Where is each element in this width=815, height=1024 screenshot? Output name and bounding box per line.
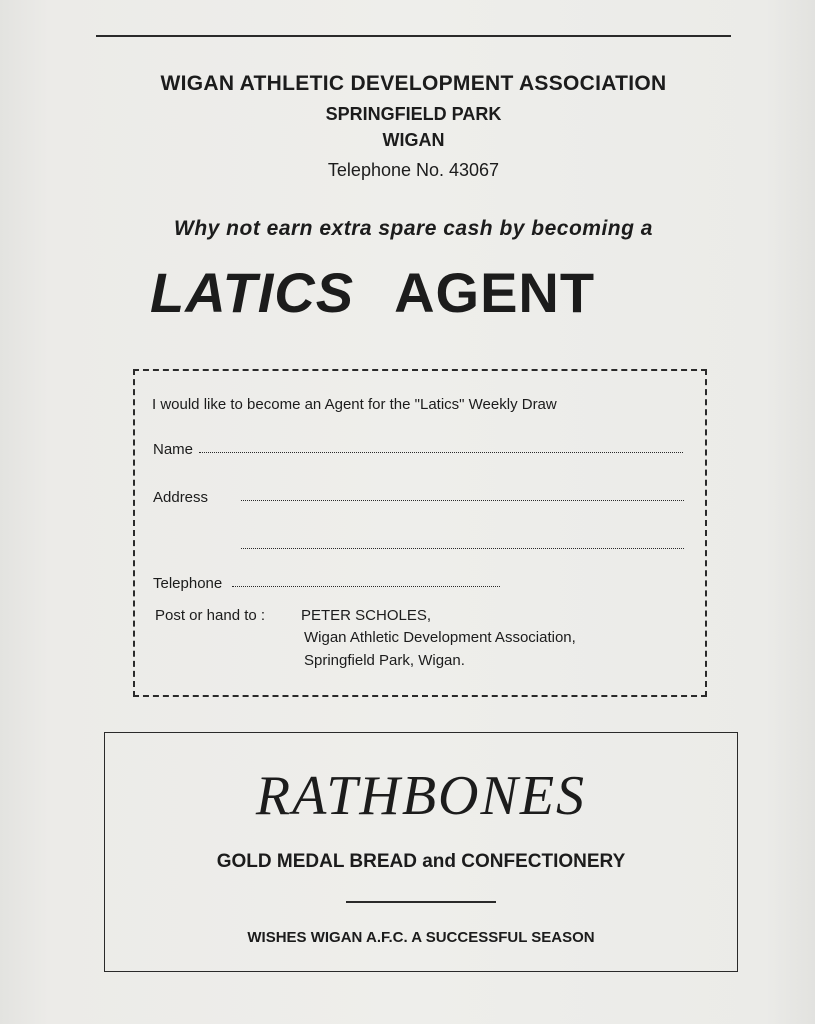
advert-message: WISHES WIGAN A.F.C. A SUCCESSFUL SEASON <box>247 929 595 946</box>
post-address-line3: Springfield Park, Wigan. <box>304 652 465 669</box>
telephone-number: Telephone No. 43067 <box>327 160 500 180</box>
advert-rule <box>346 901 496 903</box>
post-label: Post or hand to : <box>155 607 266 624</box>
advert-products: GOLD MEDAL BREAD and CONFECTIONERY <box>216 851 626 872</box>
address-field-line2[interactable] <box>241 548 684 549</box>
telephone-label: Telephone <box>153 575 223 592</box>
promo-tagline: Why not earn extra spare cash by becoming a <box>174 217 653 240</box>
coupon-intro: I would like to become an Agent for the "Latics" Weekly Draw <box>152 396 557 413</box>
name-label: Name <box>153 441 194 458</box>
post-name: PETER SCHOLES, <box>301 607 432 624</box>
telephone-field[interactable] <box>232 586 500 587</box>
agent-coupon <box>133 369 707 697</box>
promo-headline <box>150 260 690 325</box>
post-address-line2: Wigan Athletic Development Association, <box>304 629 576 646</box>
headline-agent: AGENT <box>394 261 596 324</box>
town-name: WIGAN <box>382 130 445 150</box>
headline-latics: LATICS <box>150 261 355 324</box>
advert-brand: RATHBONES <box>255 765 587 827</box>
ground-name: SPRINGFIELD PARK <box>325 104 502 124</box>
organisation-name: WIGAN ATHLETIC DEVELOPMENT ASSOCIATION <box>160 72 667 95</box>
top-rule <box>96 35 731 37</box>
address-field-line1[interactable] <box>241 500 684 501</box>
address-label: Address <box>153 489 209 506</box>
name-field[interactable] <box>199 452 683 453</box>
